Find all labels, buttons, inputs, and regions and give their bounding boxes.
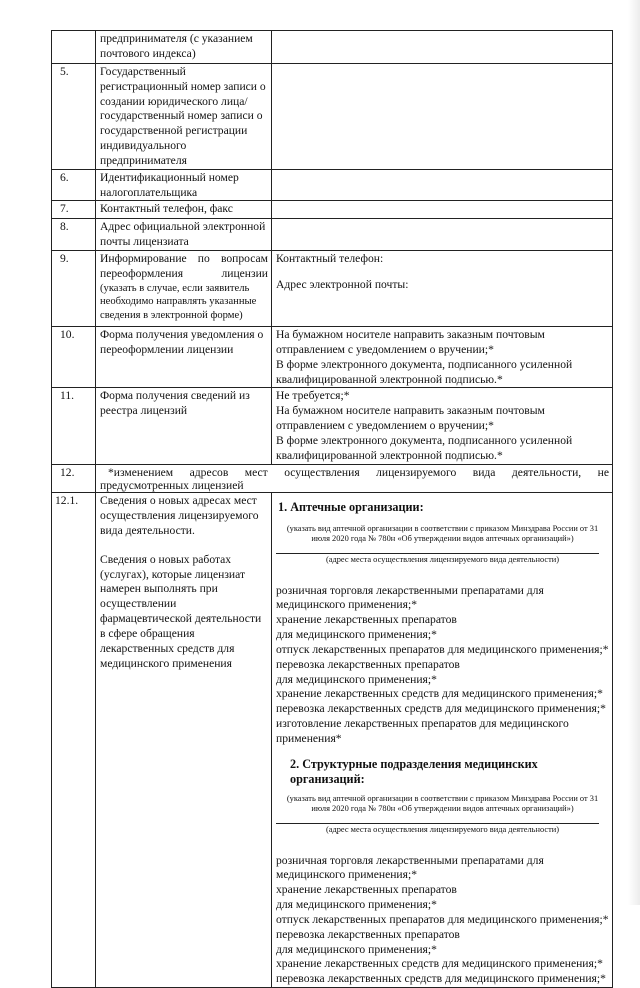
table-row bbox=[52, 169, 613, 201]
activity-item[interactable]: перевозка лекарственных препаратов bbox=[276, 657, 460, 671]
activity-item[interactable]: хранение лекарственных средств для медицинского применения;* bbox=[276, 957, 603, 971]
page-edge-shadow bbox=[628, 0, 640, 905]
row-label-works: Сведения о новых работах (услугах), которые лицензиат намерен выполнять при осуществлении фармацевтической деятельности в сфере обращения лекарственных средств для медицинского применения bbox=[100, 552, 262, 670]
pharmacy-type-note: (указать вид аптечной организации в соответствии с приказом Минздрава России от 31 июля 2020 года № 780н «Об утверждении видов аптечных организаций») bbox=[286, 523, 599, 544]
row-number: 5. bbox=[52, 64, 96, 170]
address-line[interactable] bbox=[276, 823, 599, 824]
activity-item[interactable]: перевозка лекарственных средств для медицинского применения;* bbox=[276, 972, 606, 986]
option-paper[interactable]: На бумажном носителе направить заказным почтовым отправлением с уведомлением о вручении;* bbox=[276, 328, 545, 356]
activity-item[interactable]: хранение лекарственных препаратов bbox=[276, 613, 457, 627]
row-label-cell bbox=[96, 493, 272, 988]
option-electronic[interactable]: В форме электронного документа, подписанного усиленной квалифицированной электронной подписью.* bbox=[276, 357, 573, 386]
row-number: 6. bbox=[52, 169, 96, 201]
row-number: 7. bbox=[52, 201, 96, 219]
row-number: 12.1. bbox=[52, 493, 96, 988]
row-label: Форма получения сведений из реестра лицензий bbox=[96, 388, 272, 464]
activity-item[interactable]: для медицинского применения;* bbox=[276, 942, 437, 956]
activity-item[interactable]: применения* bbox=[276, 731, 342, 745]
table-row bbox=[52, 201, 613, 219]
table-row bbox=[52, 464, 613, 493]
section-pharmacy-title: 1. Аптечные организации: bbox=[278, 500, 424, 515]
table-row bbox=[52, 493, 613, 988]
table-row bbox=[52, 388, 613, 464]
contact-email-label[interactable]: Адрес электронной почты: bbox=[276, 277, 409, 291]
activity-item[interactable]: медицинского применения;* bbox=[276, 868, 417, 882]
activity-item[interactable]: хранение лекарственных средств для медицинского применения;* bbox=[276, 687, 603, 701]
row-value-field[interactable] bbox=[272, 169, 613, 201]
contact-phone-label[interactable]: Контактный телефон: bbox=[276, 252, 384, 266]
row-label: предпринимателя (с указанием почтового индекса) bbox=[96, 31, 272, 64]
row-label: Государственный регистрационный номер записи о создании юридического лица/государственный номер записи о государственной регистрации индивидуального предпринимателя bbox=[96, 64, 272, 170]
option-paper[interactable]: На бумажном носителе направить заказным почтовым отправлением с уведомлением о вручении;* bbox=[276, 404, 545, 433]
activity-item[interactable]: изготовление лекарственных препаратов для медицинского bbox=[276, 717, 569, 731]
activity-item[interactable]: для медицинского применения;* bbox=[276, 672, 437, 686]
row-label: Информирование по вопросам переоформления лицензии bbox=[100, 252, 268, 280]
section-heading-line1: *изменением адресов мест осуществления лицензируемого вида деятельности, не bbox=[108, 465, 609, 479]
option-not-required[interactable]: Не требуется;* bbox=[276, 389, 350, 403]
license-application-table bbox=[51, 30, 613, 988]
row-number: 12. bbox=[52, 464, 96, 493]
address-note: (адрес места осуществления лицензируемого вида деятельности) bbox=[325, 824, 560, 834]
activity-item[interactable]: отпуск лекарственных препаратов для медицинского применения;* bbox=[276, 642, 609, 656]
row-label: Контактный телефон, факс bbox=[96, 201, 272, 219]
row-number: 8. bbox=[52, 219, 96, 251]
row-value-field[interactable] bbox=[272, 201, 613, 219]
row-label-cell bbox=[96, 251, 272, 327]
activities-cell bbox=[272, 493, 613, 988]
activities-list-pharmacy bbox=[276, 584, 609, 747]
activity-item[interactable]: отпуск лекарственных препаратов для медицинского применения;* bbox=[276, 912, 609, 926]
options-cell bbox=[272, 388, 613, 464]
row-value-field[interactable] bbox=[272, 219, 613, 251]
activity-item[interactable]: для медицинского применения;* bbox=[276, 898, 437, 912]
table-row bbox=[52, 31, 613, 64]
activity-item[interactable]: хранение лекарственных препаратов bbox=[276, 883, 457, 897]
row-label-note: (указать в случае, если заявитель необходимо направлять указанные сведения в электронной форме) bbox=[100, 282, 257, 321]
row-label: Адрес официальной электронной почты лицензиата bbox=[96, 219, 272, 251]
address-line[interactable] bbox=[276, 553, 599, 554]
row-value-field[interactable] bbox=[272, 31, 613, 64]
section-medical-title: 2. Структурные подразделения медицинских организаций: bbox=[290, 756, 538, 787]
table-row bbox=[52, 327, 613, 388]
table-row bbox=[52, 251, 613, 327]
option-electronic[interactable]: В форме электронного документа, подписанного усиленной квалифицированной электронной подписью.* bbox=[276, 433, 573, 462]
pharmacy-type-note: (указать вид аптечной организации в соответствии с приказом Минздрава России от 31 июля 2020 года № 780н «Об утверждении видов аптечных организаций») bbox=[286, 793, 599, 814]
contact-info-cell bbox=[272, 251, 613, 327]
section-heading-cell bbox=[96, 464, 613, 493]
options-cell bbox=[272, 327, 613, 388]
row-number bbox=[52, 31, 96, 64]
activity-item[interactable]: для медицинского применения;* bbox=[276, 628, 437, 642]
row-value-field[interactable] bbox=[272, 64, 613, 170]
section-heading-line2: предусмотренных лицензией bbox=[100, 478, 244, 492]
row-number: 10. bbox=[52, 327, 96, 388]
table-row bbox=[52, 219, 613, 251]
activities-list-medical bbox=[276, 854, 609, 987]
table-row bbox=[52, 64, 613, 170]
row-number: 11. bbox=[52, 388, 96, 464]
activity-item[interactable]: перевозка лекарственных средств для медицинского применения;* bbox=[276, 702, 606, 716]
row-label: Идентификационный номер налогоплательщика bbox=[96, 169, 272, 201]
row-label: Форма получения уведомления о переоформлении лицензии bbox=[96, 327, 272, 388]
activity-item[interactable]: розничная торговля лекарственными препаратами для медицинского применения;* bbox=[276, 583, 544, 612]
address-note: (адрес места осуществления лицензируемого вида деятельности) bbox=[325, 554, 560, 564]
activity-item[interactable]: перевозка лекарственных препаратов bbox=[276, 927, 460, 941]
activity-item[interactable]: розничная торговля лекарственными препаратами для bbox=[276, 853, 544, 867]
row-label-addresses: Сведения о новых адресах мест осуществления лицензируемого вида деятельности. bbox=[100, 494, 259, 537]
row-number: 9. bbox=[52, 251, 96, 327]
